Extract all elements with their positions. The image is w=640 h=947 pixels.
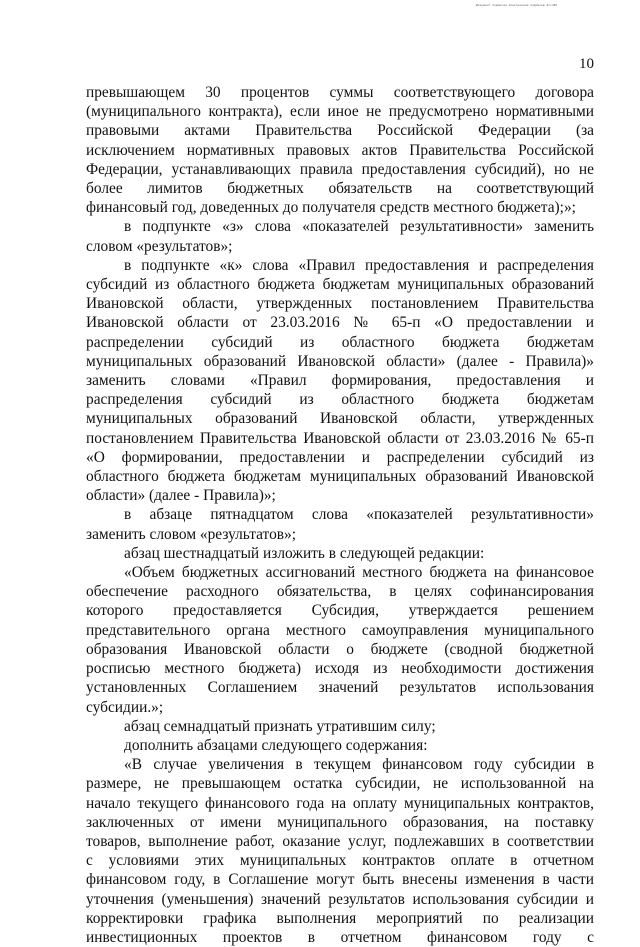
paragraph-3-line-13: области» (далее - Правила)»; [86,487,276,505]
paragraph-6-line-5: образования Ивановской области о бюджете (сводной бюджетной [86,640,594,658]
paragraph-6-line-1: «Объем бюджетных ассигнований местного бюджета на финансовое [124,564,594,582]
paragraph-3-line-4: Ивановской области от 23.03.2016 № 65-п «О предоставлении и [86,314,594,332]
paragraph-1-line-5: Федерации, устанавливающих правила предоставления субсидий), но не [86,160,594,178]
paragraph-9-line-7: финансовом году, в Соглашение могут быть внесены изменения в части [86,871,594,889]
paragraph-3-line-5: распределении субсидий из областного бюджета бюджетам [86,333,594,351]
paragraph-3-line-9: муниципальных образований Ивановской области, утвержденных [86,410,594,428]
paragraph-7-line-1: абзац семнадцатый признать утратившим силу; [124,717,436,735]
paragraph-6-line-2: обеспечение расходного обязательства, в целях софинансирования [86,583,594,601]
paragraph-9-line-2: размере, не превышающем остатка субсидии, не использованной на [86,775,594,793]
paragraph-1-line-4: исключением нормативных правовых актов Правительства Российской [86,141,594,159]
paragraph-9-line-4: заключенных от имени муниципального образования, на поставку [86,813,594,831]
paragraph-1-line-6: более лимитов бюджетных обязательств на соответствующий [86,180,594,198]
paragraph-1-line-7: финансовый год, доведенных до получателя средств местного бюджета);»; [86,199,576,217]
paragraph-4-line-2: заменить словом «результатов»; [86,525,297,543]
paragraph-3-line-10: постановлением Правительства Ивановской области от 23.03.2016 № 65-п [86,429,594,447]
paragraph-6-line-6: росписью местного бюджета) исходя из необходимости достижения [86,660,594,678]
paragraph-9-line-9: корректировки графика выполнения мероприятий по реализации [86,909,594,927]
paragraph-9-line-1: «В случае увеличения в текущем финансовом году субсидии в [124,756,594,774]
paragraph-9-line-10: инвестиционных проектов в отчетном финансовом году с [86,928,594,946]
paragraph-2-line-2: словом «результатов»; [86,237,233,255]
paragraph-3-line-7: заменить словами «Правил формирования, предоставления и [86,372,594,390]
paragraph-6-line-3: которого предоставляется Субсидия, утверждается решением [86,602,594,620]
paragraph-3-line-6: муниципальных образований Ивановской области» (далее - Правила)» [86,352,594,370]
paragraph-3-line-2: субсидий из областного бюджета бюджетам муниципальных образований [86,276,594,294]
paragraph-8-line-1: дополнить абзацами следующего содержания: [124,736,428,754]
paragraph-9-line-8: уточнения (уменьшения) значений результатов использования субсидии и [86,890,594,908]
scan-stamp: Документ подписан электронной подписью 4ccd5b [476,3,558,7]
paragraph-3-line-8: распределения субсидий из областного бюджета бюджетам [86,391,594,409]
paragraph-6-line-8: субсидии.»; [86,698,164,716]
paragraph-9-line-5: товаров, выполнение работ, оказание услуг, подлежавших в соответствии [86,832,594,850]
paragraph-1-line-1: превышающем 30 процентов суммы соответствующего договора [86,84,594,101]
paragraph-9-line-6: с условиями этих муниципальных контрактов оплате в отчетном [86,852,594,870]
paragraph-3-line-3: Ивановской области, утвержденных постановлением Правительства [86,295,594,313]
paragraph-3-line-11: «О формировании, предоставлении и распределении субсидий из [86,448,594,466]
paragraph-3-line-1: в подпункте «к» слова «Правил предоставления и распределения [124,256,594,274]
paragraph-6-line-7: установленных Соглашением значений результатов использования [86,679,594,697]
paragraph-1-line-2: (муниципального контракта), если иное не предусмотрено нормативными [86,103,594,121]
paragraph-1-line-3: правовыми актами Правительства Российской Федерации (за [86,122,594,140]
paragraph-5-line-1: абзац шестнадцатый изложить в следующей редакции: [124,544,485,562]
document-body [86,83,594,947]
page-number: 10 [579,56,594,72]
paragraph-4-line-1: в абзаце пятнадцатом слова «показателей результативности» [124,506,594,524]
paragraph-9-line-3: начало текущего финансового года на оплату муниципальных контрактов, [86,794,594,812]
paragraph-2-line-1: в подпункте «з» слова «показателей результативности» заменить [124,218,594,236]
paragraph-6-line-4: представительного органа местного самоуправления муниципального [86,621,594,639]
paragraph-3-line-12: областного бюджета бюджетам муниципальных образований Ивановской [86,468,594,486]
